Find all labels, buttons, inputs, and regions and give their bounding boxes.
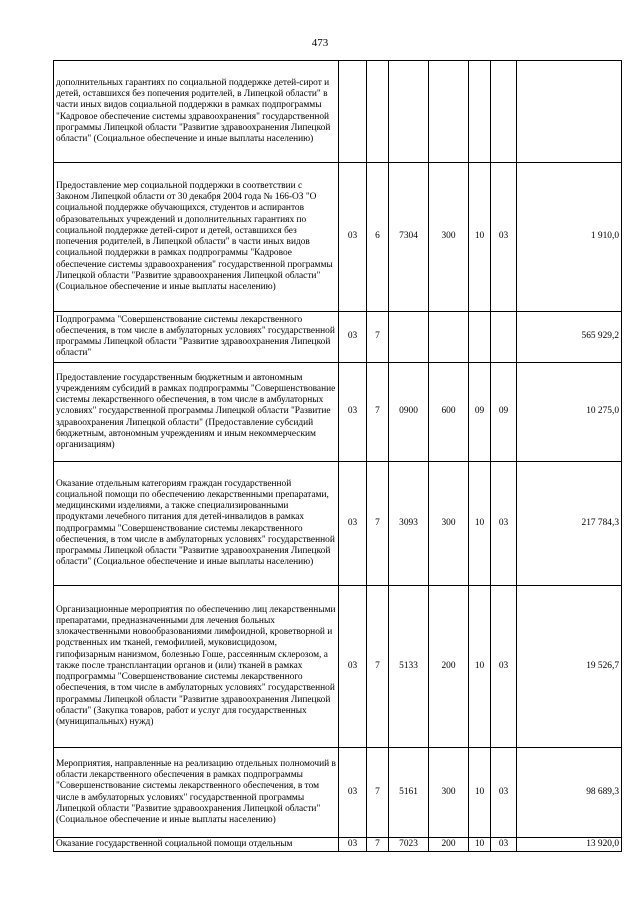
cell-code-5 <box>469 312 491 363</box>
cell-code-5: 10 <box>469 586 491 748</box>
cell-amount: 565 929,2 <box>517 312 622 363</box>
table-row <box>54 363 622 462</box>
cell-pr: 7 <box>367 462 389 586</box>
cell-amount: 19 526,7 <box>517 586 622 748</box>
cell-csr <box>389 312 429 363</box>
cell-csr: 5161 <box>389 748 429 838</box>
table-row <box>54 61 622 163</box>
cell-amount: 1 910,0 <box>517 163 622 312</box>
cell-pr: 7 <box>367 748 389 838</box>
row-description: дополнительных гарантиях по социальной поддержке детей-сирот и детей, оставшихся без попечения родителей, в Липецкой области" в части иных видов социальной поддержки в рамках подпрограммы "Кадровое обеспечение системы здравоохранения" государственной программы Липецкой области "Развитие здравоохранения Липецкой области" (Социальное обеспечение и иные выплаты населению) <box>54 61 339 163</box>
cell-csr: 7023 <box>389 838 429 852</box>
cell-rz: 03 <box>339 838 367 852</box>
cell-csr: 7304 <box>389 163 429 312</box>
cell-csr: 0900 <box>389 363 429 462</box>
page-number: 473 <box>311 37 329 49</box>
cell-code-5: 10 <box>469 838 491 852</box>
table-row <box>54 838 622 852</box>
cell-code-6: 03 <box>491 462 517 586</box>
budget-table <box>53 60 622 852</box>
cell-rz: 03 <box>339 586 367 748</box>
cell-code-5: 10 <box>469 462 491 586</box>
row-description: Мероприятия, направленные на реализацию отдельных полномочий в области лекарственного обеспечения в рамках подпрограммы "Совершенствование системы лекарственного обеспечения, в том числе в амбулаторных условиях" государственной программы Липецкой области "Развитие здравоохранения Липецкой области" (Социальное обеспечение и иные выплаты населению) <box>54 748 339 838</box>
cell-code-6 <box>491 61 517 163</box>
cell-rz: 03 <box>339 748 367 838</box>
cell-rz: 03 <box>339 312 367 363</box>
table-row <box>54 163 622 312</box>
cell-rz: 03 <box>339 163 367 312</box>
cell-code-6 <box>491 312 517 363</box>
cell-vr <box>429 312 469 363</box>
table-row <box>54 748 622 838</box>
cell-csr: 5133 <box>389 586 429 748</box>
cell-pr: 6 <box>367 163 389 312</box>
cell-code-6: 03 <box>491 748 517 838</box>
row-description: Предоставление государственным бюджетным и автономным учреждениям субсидий в рамках подпрограммы "Совершенствование системы лекарственного обеспечения, в том числе в амбулаторных условиях" государственной программы Липецкой области "Развитие здравоохранения Липецкой области" (Предоставление субсидий бюджетным, автономным учреждениям и иным некоммерческим организациям) <box>54 363 339 462</box>
cell-code-5: 09 <box>469 363 491 462</box>
cell-code-5: 10 <box>469 748 491 838</box>
table-row <box>54 586 622 748</box>
cell-pr: 7 <box>367 586 389 748</box>
cell-pr <box>367 61 389 163</box>
cell-rz: 03 <box>339 462 367 586</box>
row-description: Подпрограмма "Совершенствование системы лекарственного обеспечения, в том числе в амбулаторных условиях" государственной программы Липецкой области "Развитие здравоохранения Липецкой области" <box>54 312 339 363</box>
cell-amount: 98 689,3 <box>517 748 622 838</box>
cell-vr: 300 <box>429 462 469 586</box>
cell-code-6: 09 <box>491 363 517 462</box>
cell-rz: 03 <box>339 363 367 462</box>
cell-vr: 300 <box>429 748 469 838</box>
cell-vr: 600 <box>429 363 469 462</box>
cell-amount: 10 275,0 <box>517 363 622 462</box>
cell-vr: 200 <box>429 838 469 852</box>
row-description: Оказание отдельным категориям граждан государственной социальной помощи по обеспечению лекарственными препаратами, медицинскими изделиями, а также специализированными продуктами лечебного питания для детей-инвалидов в рамках подпрограммы "Совершенствование системы лекарственного обеспечения, в том числе в амбулаторных условиях" государственной программы Липецкой области "Развитие здравоохранения Липецкой области" (Социальное обеспечение и иные выплаты населению) <box>54 462 339 586</box>
cell-pr: 7 <box>367 312 389 363</box>
cell-code-5 <box>469 61 491 163</box>
cell-amount: 13 920,0 <box>517 838 622 852</box>
cell-vr <box>429 61 469 163</box>
cell-code-5: 10 <box>469 163 491 312</box>
cell-rz <box>339 61 367 163</box>
cell-code-6: 03 <box>491 163 517 312</box>
cell-vr: 200 <box>429 586 469 748</box>
cell-csr: 3093 <box>389 462 429 586</box>
cell-code-6: 03 <box>491 586 517 748</box>
cell-amount: 217 784,3 <box>517 462 622 586</box>
cell-vr: 300 <box>429 163 469 312</box>
row-description: Оказание государственной социальной помощи отдельным <box>54 838 339 852</box>
row-description: Предоставление мер социальной поддержки в соответствии с Законом Липецкой области от 30 декабря 2004 года № 166-ОЗ "О социальной поддержке обучающихся, студентов и аспирантов образовательных учреждений и дополнительных гарантиях по социальной поддержке детей-сирот и детей, оставшихся без попечения родителей, в Липецкой области" в части иных видов социальной поддержки в рамках подпрограммы "Кадровое обеспечение системы здравоохранения" государственной программы Липецкой области "Развитие здравоохранения Липецкой области" (Социальное обеспечение и иные выплаты населению) <box>54 163 339 312</box>
table-row <box>54 462 622 586</box>
cell-code-6: 03 <box>491 838 517 852</box>
cell-pr: 7 <box>367 838 389 852</box>
table-row <box>54 312 622 363</box>
cell-pr: 7 <box>367 363 389 462</box>
cell-csr <box>389 61 429 163</box>
cell-amount <box>517 61 622 163</box>
row-description: Организационные мероприятия по обеспечению лиц лекарственными препаратами, предназначенными для лечения больных злокачественными новообразованиями лимфоидной, кроветворной и родственных им тканей, гемофилией, муковисцидозом, гипофизарным нанизмом, болезнью Гоше, рассеянным склерозом, а также после трансплантации органов и (или) тканей в рамках подпрограммы "Совершенствование системы лекарственного обеспечения, в том числе в амбулаторных условиях" государственной программы Липецкой области "Развитие здравоохранения Липецкой области" (Закупка товаров, работ и услуг для государственных (муниципальных) нужд) <box>54 586 339 748</box>
